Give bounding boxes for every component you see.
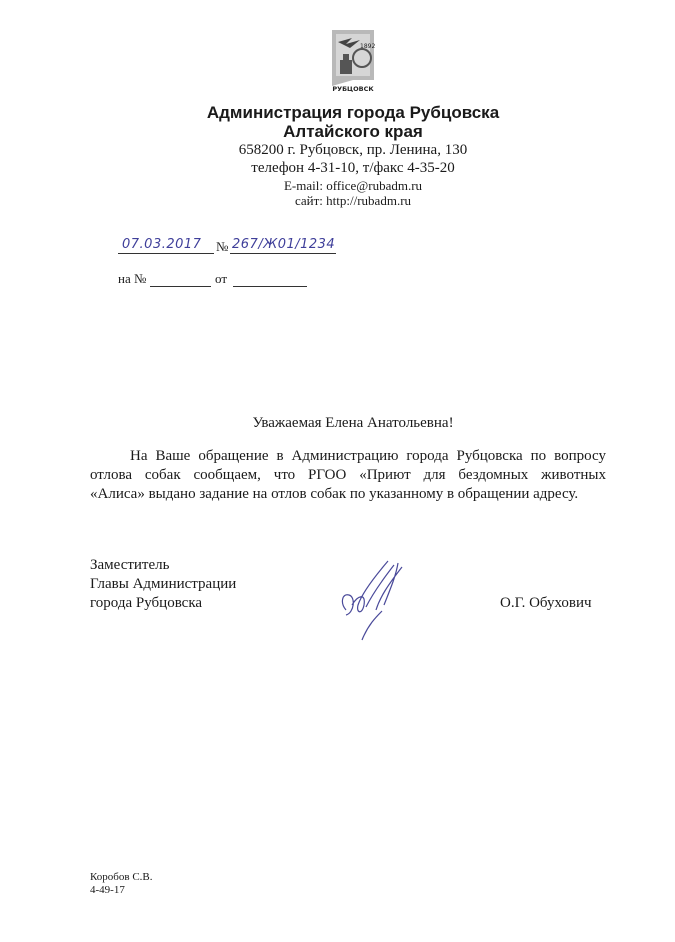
registration-date: 07.03.2017 — [122, 237, 202, 252]
ref-number-label: на № — [118, 271, 147, 286]
org-name-line2: Алтайского края — [283, 122, 423, 141]
org-address: 658200 г. Рубцовск, пр. Ленина, 130 — [238, 142, 468, 158]
signer-title-line-3: города Рубцовска — [90, 595, 203, 611]
executor-phone: 4-49-17 — [90, 884, 125, 896]
letter-body — [90, 447, 606, 504]
registration-number: 267/Ж01/1234 — [232, 237, 336, 252]
city-emblem-logo — [330, 28, 376, 94]
signer-title-line-2: Главы Администрации — [90, 576, 237, 592]
org-phone: телефон 4-31-10, т/факс 4-35-20 — [251, 160, 455, 176]
org-email: E-mail: office@rubadm.ru — [283, 178, 423, 193]
body-line-3: «Алиса» выдано задание на отлов собак по указанному в обращении адресу. — [90, 486, 579, 502]
emblem-caption: РУБЦОВСК — [332, 85, 374, 93]
salutation: Уважаемая Елена Анатольевна! — [252, 415, 454, 431]
signer-name: О.Г. Обухович — [500, 595, 592, 611]
body-line-1: На Ваше обращение в Администрацию города Рубцовска по вопросу — [130, 448, 606, 464]
org-name-line1: Администрация города Рубцовска — [206, 103, 500, 122]
executor-name: Коробов С.В. — [90, 871, 153, 883]
emblem-year: 1892 — [360, 43, 376, 50]
registration-number-sign: № — [216, 239, 229, 254]
ref-date-blank — [233, 286, 307, 287]
handwritten-signature — [336, 555, 416, 655]
registration-number-field — [230, 237, 336, 254]
ref-from-label: от — [215, 271, 228, 286]
signer-title — [90, 556, 236, 613]
body-line-2: отлова собак сообщаем, что РГОО «Приют для бездомных животных — [90, 467, 606, 483]
ref-number-blank — [150, 286, 211, 287]
org-site: сайт: http://rubadm.ru — [294, 193, 412, 208]
registration-date-field — [118, 237, 214, 254]
signer-title-line-1: Заместитель — [90, 557, 170, 573]
